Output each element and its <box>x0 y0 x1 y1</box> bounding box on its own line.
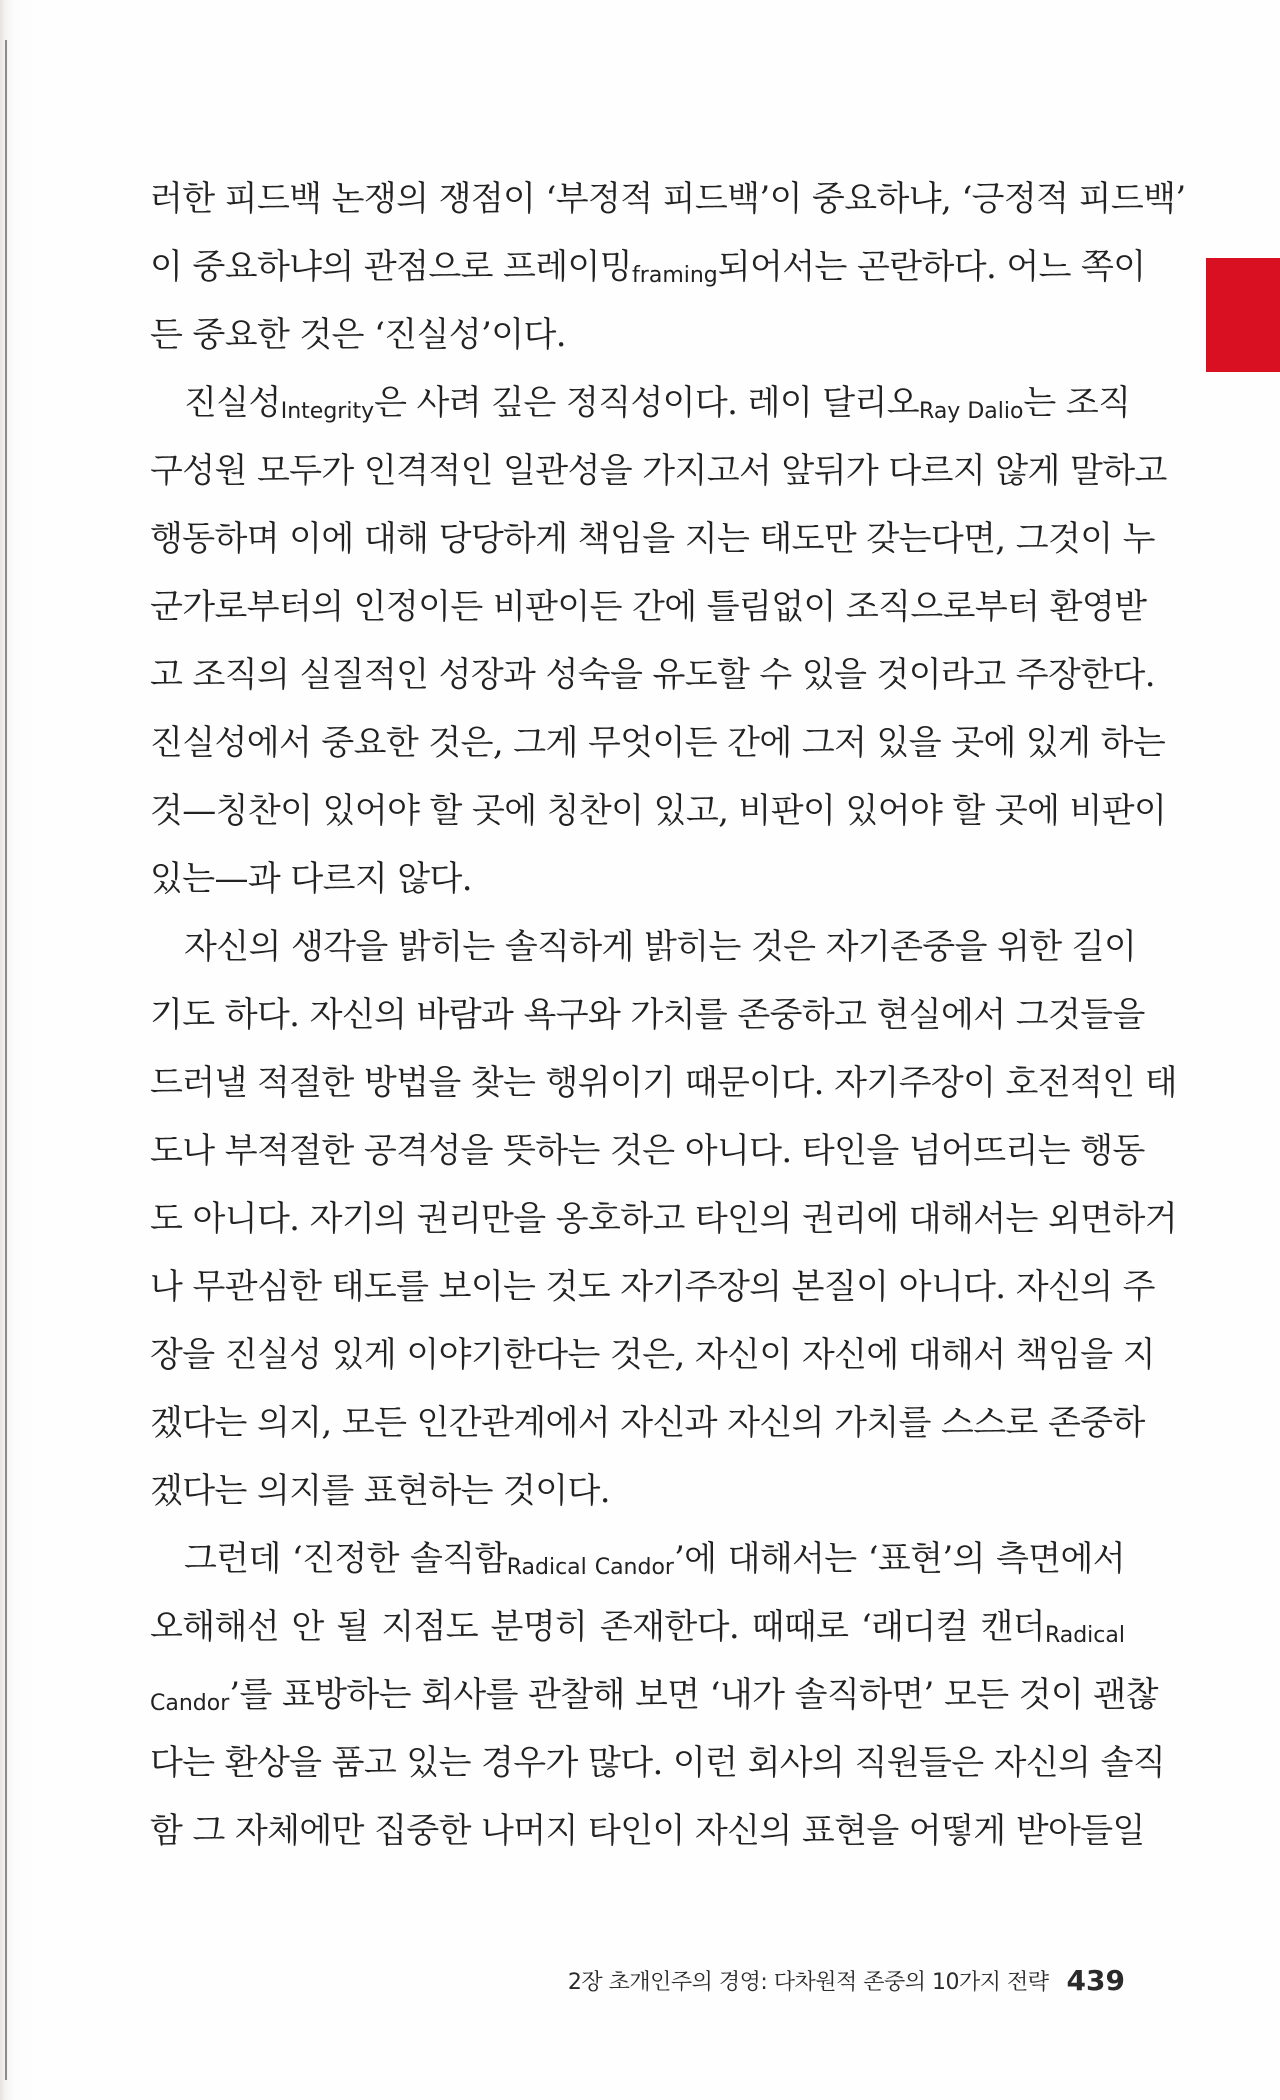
foreign-term: Ray Dalio <box>919 399 1024 424</box>
text-line: 다는 환상을 품고 있는 경우가 많다. 이런 회사의 직원들은 자신의 솔직 <box>150 1743 1166 1783</box>
page-footer <box>567 1958 1125 2002</box>
text-line: 기도 하다. 자신의 바람과 욕구와 가치를 존중하고 현실에서 그것들을 <box>150 995 1145 1035</box>
foreign-term: framing <box>632 263 718 288</box>
text-line: 진실성에서 중요한 것은, 그게 무엇이든 간에 그저 있을 곳에 있게 하는 <box>150 723 1166 763</box>
text-line: 나 무관심한 태도를 보이는 것도 자기주장의 본질이 아니다. 자신의 주 <box>150 1267 1155 1307</box>
text-line: 군가로부터의 인정이든 비판이든 간에 틀림없이 조직으로부터 환영받 <box>150 587 1147 627</box>
running-chapter-title: 2장 초개인주의 경영: 다차원적 존중의 10가지 전략 <box>567 1969 1049 1995</box>
foreign-term: Integrity <box>280 399 375 424</box>
text-line: 것—칭찬이 있어야 할 곳에 칭찬이 있고, 비판이 있어야 할 곳에 비판이 <box>150 791 1167 831</box>
text-line: 그런데 ‘진정한 솔직함Radical Candor’에 대해서는 ‘표현’의 측면에서 <box>184 1539 1125 1580</box>
page-number: 439 <box>1066 1963 1125 1997</box>
text-line: 도나 부적절한 공격성을 뜻하는 것은 아니다. 타인을 넘어뜨리는 행동 <box>150 1131 1145 1171</box>
foreign-term: Radical Candor <box>506 1555 674 1580</box>
text-line: 고 조직의 실질적인 성장과 성숙을 유도할 수 있을 것이라고 주장한다. <box>150 655 1155 695</box>
text-line: 겠다는 의지, 모든 인간관계에서 자신과 자신의 가치를 스스로 존중하 <box>150 1403 1145 1443</box>
text-line: Candor’를 표방하는 회사를 관찰해 보면 ‘내가 솔직하면’ 모든 것이 괜찮 <box>150 1675 1158 1716</box>
foreign-term: Candor <box>150 1691 230 1716</box>
text-line: 구성원 모두가 인격적인 일관성을 가지고서 앞뒤가 다르지 않게 말하고 <box>150 451 1167 491</box>
text-line: 드러낼 적절한 방법을 찾는 행위이기 때문이다. 자기주장이 호전적인 태 <box>150 1063 1177 1103</box>
chapter-tab-marker <box>1206 258 1280 372</box>
text-line: 도 아니다. 자기의 권리만을 옹호하고 타인의 권리에 대해서는 외면하거 <box>150 1199 1177 1239</box>
text-line: 진실성Integrity은 사려 깊은 정직성이다. 레이 달리오Ray Dalio는 조직 <box>184 383 1131 424</box>
page-spine-edge <box>5 40 7 2080</box>
text-line: 든 중요한 것은 ‘진실성’이다. <box>150 315 566 355</box>
text-line: 이 중요하냐의 관점으로 프레이밍framing되어서는 곤란하다. 어느 쪽이 <box>150 247 1146 288</box>
text-line: 러한 피드백 논쟁의 쟁점이 ‘부정적 피드백’이 중요하냐, ‘긍정적 피드백’ <box>150 179 1186 219</box>
text-line: 있는—과 다르지 않다. <box>150 859 472 899</box>
foreign-term: Radical <box>1044 1623 1125 1648</box>
text-line: 행동하며 이에 대해 당당하게 책임을 지는 태도만 갖는다면, 그것이 누 <box>150 519 1155 559</box>
text-line: 자신의 생각을 밝히는 솔직하게 밝히는 것은 자기존중을 위한 길이 <box>184 927 1137 967</box>
body-text <box>150 165 1186 1865</box>
text-line: 장을 진실성 있게 이야기한다는 것은, 자신이 자신에 대해서 책임을 지 <box>150 1335 1155 1375</box>
text-line: 함 그 자체에만 집중한 나머지 타인이 자신의 표현을 어떻게 받아들일 <box>150 1811 1145 1851</box>
text-line: 오해해선 안 될 지점도 분명히 존재한다. 때때로 ‘래디컬 캔더Radical <box>150 1607 1125 1648</box>
text-line: 겠다는 의지를 표현하는 것이다. <box>150 1471 611 1511</box>
